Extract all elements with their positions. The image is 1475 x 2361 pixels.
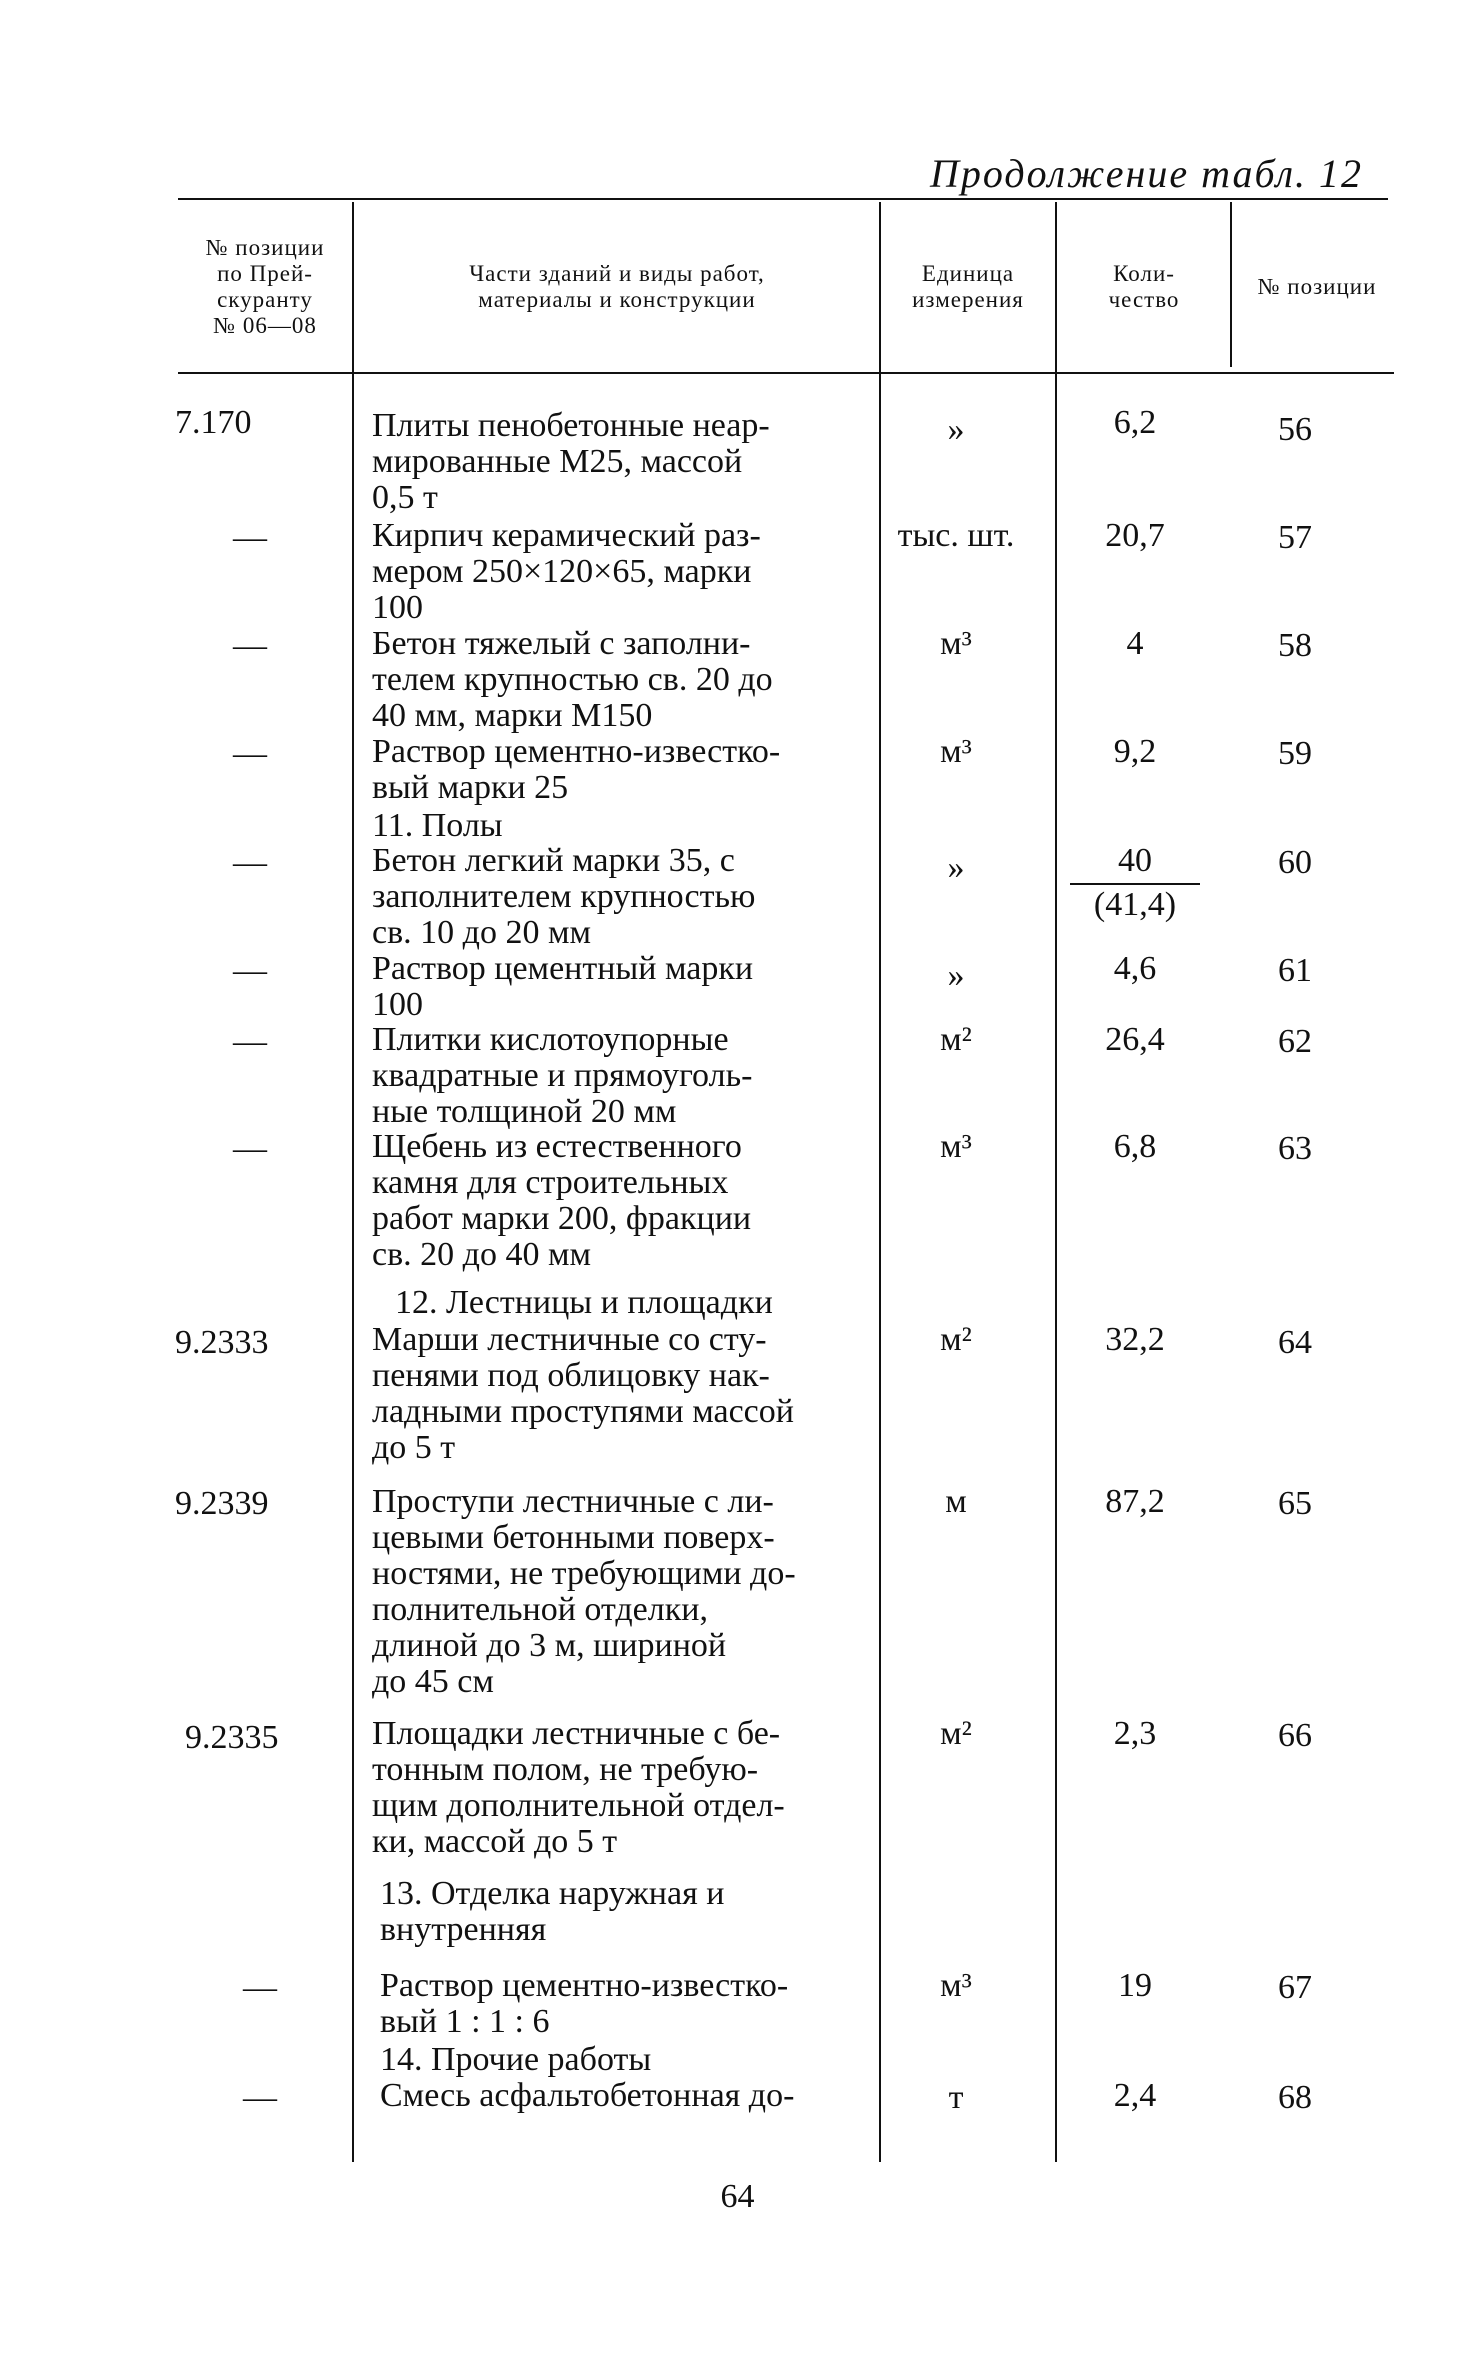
- row-quantity: 19: [1118, 1967, 1152, 2004]
- row-description: Бетон легкий марки 35, с заполнителем крупностью св. 10 до 20 мм: [372, 842, 756, 951]
- section-heading: 13. Отделка наружная и внутренняя: [380, 1875, 725, 1948]
- header-unit-cell: [882, 232, 1054, 342]
- column-divider-2: [879, 202, 881, 2162]
- row-description: Кирпич керамический раз- мером 250×120×65, марки 100: [372, 517, 761, 626]
- row-unit: »: [947, 411, 965, 448]
- header-number: № позиции: [1257, 274, 1377, 299]
- row-quantity: 9,2: [1113, 733, 1157, 770]
- row-number: 56: [1278, 411, 1312, 448]
- row-description: Проступи лестничные с ли- цевыми бетонными поверх- ностями, не требующими до- полнительной отделки, длиной до 3 м, шириной до 45 см: [372, 1483, 796, 1700]
- row-unit: м²: [940, 1715, 972, 1752]
- row-position: 9.2333: [175, 1324, 269, 1361]
- row-description: Плитки кислотоупорные квадратные и прямоуголь- ные толщиной 20 мм: [372, 1021, 753, 1130]
- row-unit: т: [948, 2079, 964, 2116]
- page-number: 64: [720, 2178, 755, 2215]
- row-unit: м³: [940, 1967, 972, 2004]
- row-description: Бетон тяжелый с заполни- телем крупностью св. 20 до 40 мм, марки М150: [372, 625, 773, 734]
- row-position: —: [233, 627, 267, 664]
- row-description: Раствор цементный марки 100: [372, 950, 754, 1023]
- row-quantity: 87,2: [1105, 1483, 1165, 1520]
- row-number: 67: [1278, 1969, 1312, 2006]
- header-quantity: Коли- чество: [1108, 261, 1180, 312]
- row-unit: м³: [940, 625, 972, 662]
- row-description: Площадки лестничные с бе- тонным полом, не требую- щим дополнительной отдел- ки, массой до 5 т: [372, 1715, 785, 1860]
- row-quantity: 32,2: [1105, 1321, 1165, 1358]
- row-position: —: [243, 2079, 277, 2116]
- row-quantity-alt: (41,4): [1093, 886, 1177, 923]
- header-position-cell: [178, 232, 352, 342]
- header-number-cell: [1232, 232, 1402, 342]
- row-unit: м: [945, 1483, 967, 1520]
- row-position: 9.2339: [175, 1485, 269, 1522]
- row-number: 63: [1278, 1130, 1312, 1167]
- row-quantity-fraction: [1055, 843, 1215, 923]
- row-position: —: [243, 1969, 277, 2006]
- section-heading: 14. Прочие работы: [380, 2041, 652, 2078]
- row-number: 65: [1278, 1485, 1312, 1522]
- row-number: 58: [1278, 627, 1312, 664]
- table-caption: Продолжение табл. 12: [930, 151, 1364, 196]
- header-quantity-cell: [1058, 232, 1230, 342]
- row-description: Смесь асфальтобетонная до-: [380, 2077, 795, 2114]
- header-position: № позиции по Прей- скуранту № 06—08: [205, 235, 325, 338]
- row-unit: м²: [940, 1321, 972, 1358]
- row-description: Марши лестничные со сту- пенями под облицовку нак- ладными проступями массой до 5 т: [372, 1321, 794, 1466]
- row-number: 61: [1278, 952, 1312, 989]
- row-unit: м³: [940, 1128, 972, 1165]
- section-heading: 12. Лестницы и площадки: [395, 1284, 773, 1321]
- row-quantity: 6,2: [1113, 404, 1157, 441]
- row-position: —: [233, 844, 267, 881]
- row-quantity: 2,3: [1113, 1715, 1157, 1752]
- row-description: Раствор цементно-известко- вый марки 25: [372, 733, 781, 806]
- row-quantity: 4,6: [1113, 950, 1157, 987]
- row-position: —: [233, 1130, 267, 1167]
- header-description-cell: [356, 232, 878, 342]
- row-quantity: 20,7: [1105, 517, 1165, 554]
- row-number: 57: [1278, 519, 1312, 556]
- header-unit: Единица измерения: [912, 261, 1024, 312]
- row-number: 60: [1278, 844, 1312, 881]
- row-unit: м²: [940, 1021, 972, 1058]
- row-unit: »: [947, 957, 965, 994]
- row-number: 59: [1278, 735, 1312, 772]
- row-position: —: [233, 1023, 267, 1060]
- header-description: Части зданий и виды работ, материалы и конструкции: [469, 261, 765, 312]
- fraction-bar: [1070, 883, 1200, 885]
- row-description: Раствор цементно-известко- вый 1 : 1 : 6: [380, 1967, 789, 2040]
- row-position: 7.170: [175, 404, 252, 441]
- header-top-rule: [178, 198, 1388, 200]
- section-heading: 11. Полы: [372, 807, 503, 844]
- row-description: Плиты пенобетонные неар- мированные М25, массой 0,5 т: [372, 407, 770, 516]
- row-quantity: 6,8: [1113, 1128, 1157, 1165]
- row-quantity: 4: [1126, 625, 1144, 662]
- row-description: Щебень из естественного камня для строительных работ марки 200, фракции св. 20 до 40 мм: [372, 1128, 752, 1273]
- row-number: 62: [1278, 1023, 1312, 1060]
- row-number: 68: [1278, 2079, 1312, 2116]
- row-unit: »: [947, 849, 965, 886]
- row-unit: тыс. шт.: [897, 517, 1015, 554]
- row-position: —: [233, 519, 267, 556]
- row-position: —: [233, 952, 267, 989]
- row-position: —: [233, 735, 267, 772]
- row-position: 9.2335: [185, 1719, 279, 1756]
- row-quantity: 40: [1118, 842, 1152, 879]
- column-divider-3: [1055, 202, 1057, 2162]
- row-quantity: 2,4: [1113, 2077, 1157, 2114]
- row-number: 66: [1278, 1717, 1312, 1754]
- header-bottom-rule: [178, 372, 1394, 374]
- row-unit: м³: [940, 733, 972, 770]
- column-divider-1: [352, 202, 354, 2162]
- row-quantity: 26,4: [1105, 1021, 1165, 1058]
- row-number: 64: [1278, 1324, 1312, 1361]
